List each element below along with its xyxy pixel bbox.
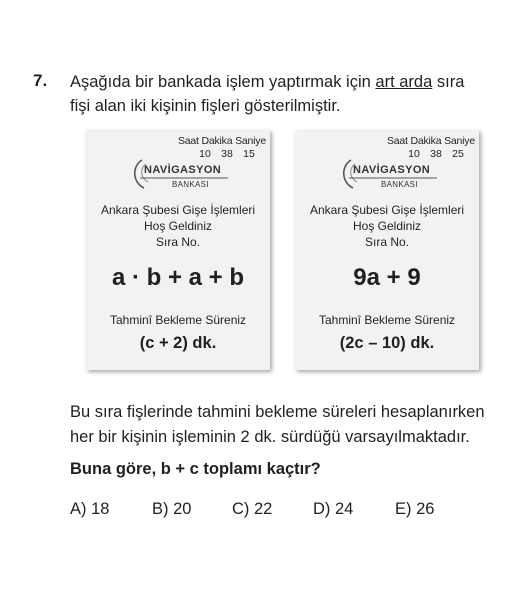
ticket-wait-label: Tahminî Bekleme Süreniz — [318, 313, 456, 327]
ticket-branch-line: Hoş Geldiniz — [143, 219, 213, 233]
question-text-part1: Aşağıda bir bankada işlem yaptırmak için — [70, 73, 376, 91]
bank-logo-name: NAVİGASYON — [353, 164, 431, 176]
ticket-time-header: Saat Dakika Saniye — [386, 135, 475, 147]
ticket-queue-number: 9a + 9 — [353, 264, 421, 291]
ticket-branch-line: Sıra No. — [155, 235, 200, 249]
ticket-branch-line: Ankara Şubesi Gişe İşlemleri — [100, 203, 256, 217]
queue-ticket-2 — [295, 130, 479, 370]
info-paragraph — [70, 400, 510, 450]
bank-logo-subtitle: BANKASI — [172, 180, 209, 189]
ticket-branch-info — [86, 202, 270, 250]
option-a[interactable]: A) 18 — [70, 500, 110, 518]
ticket-branch-line: Ankara Şubesi Gişe İşlemleri — [309, 203, 465, 217]
question-text-underlined: art arda — [375, 73, 433, 91]
question-text-part2: sıra — [432, 73, 465, 91]
option-d[interactable]: D) 24 — [313, 500, 354, 518]
question-prompt: Buna göre, b + c toplamı kaçtır? — [70, 460, 321, 478]
ticket-wait-value: (c + 2) dk. — [139, 334, 217, 352]
ticket-wait-value: (2c – 10) dk. — [339, 334, 435, 352]
ticket-hour: 10 — [408, 148, 420, 160]
ticket-queue-number: a · b + a + b — [111, 264, 245, 291]
question-text-line2: fişi alan iki kişinin fişleri gösterilmiştir. — [70, 97, 341, 115]
bank-logo — [337, 156, 447, 192]
bank-logo-name: NAVİGASYON — [144, 164, 222, 176]
ticket-branch-line: Hoş Geldiniz — [352, 219, 422, 233]
queue-ticket-1 — [86, 130, 270, 370]
ticket-time-header: Saat Dakika Saniye — [177, 135, 266, 147]
ticket-minute: 38 — [430, 148, 442, 160]
option-c[interactable]: C) 22 — [232, 500, 273, 518]
info-line: Bu sıra fişlerinde tahmini bekleme süreleri hesaplanırken — [70, 403, 485, 421]
bank-logo-subtitle: BANKASI — [381, 180, 418, 189]
ticket-branch-line: Sıra No. — [364, 235, 409, 249]
option-b[interactable]: B) 20 — [152, 500, 192, 518]
question-number: 7. — [33, 71, 48, 90]
ticket-wait-label: Tahminî Bekleme Süreniz — [109, 313, 247, 327]
ticket-hour: 10 — [199, 148, 211, 160]
ticket-second: 15 — [243, 148, 255, 160]
ticket-second: 25 — [452, 148, 464, 160]
question-text — [70, 70, 500, 118]
ticket-branch-info — [295, 202, 479, 250]
option-e[interactable]: E) 26 — [395, 500, 435, 518]
bank-logo — [128, 156, 238, 192]
info-line: her bir kişinin işleminin 2 dk. sürdüğü varsayılmaktadır. — [70, 428, 470, 446]
ticket-minute: 38 — [221, 148, 233, 160]
